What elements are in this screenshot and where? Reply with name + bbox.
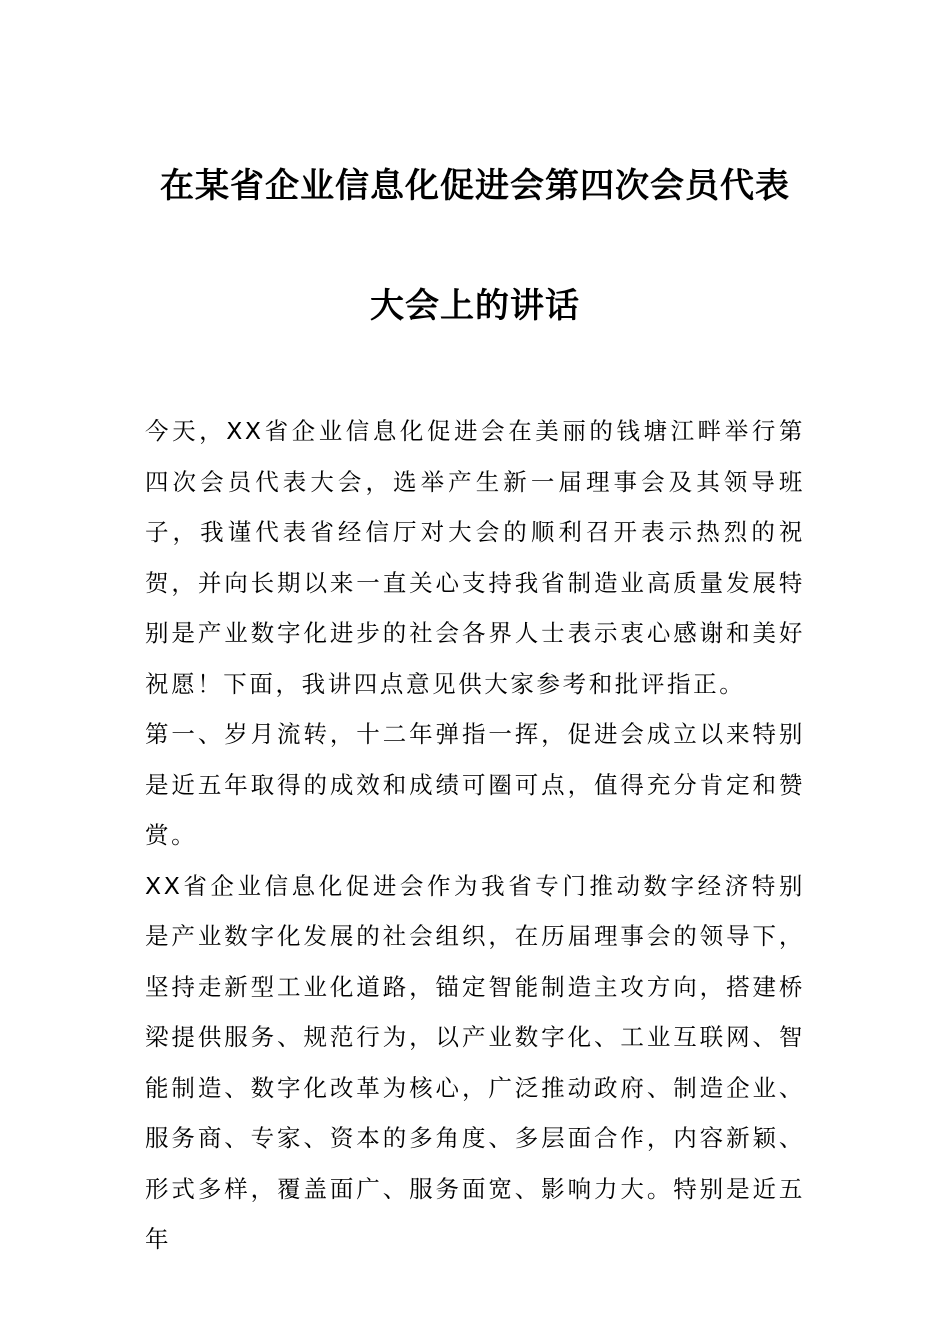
- paragraph-opening: 今天，XX省企业信息化促进会在美丽的钱塘江畔举行第四次会员代表大会，选举产生新一届理事会及其领导班子，我谨代表省经信厅对大会的顺利召开表示热烈的祝贺，并向长期以来一直关心支持我省制造业高质量发展特别是产业数字化进步的社会各界人士表示衷心感谢和美好祝愿！下面，我讲四点意见供大家参考和批评指正。: [145, 417, 805, 698]
- document-title-line-2: 大会上的讲话: [370, 286, 580, 326]
- document-body: [145, 406, 805, 1265]
- document-title-line-1: 在某省企业信息化促进会第四次会员代表: [160, 166, 790, 206]
- paragraph-point-one-heading: 第一、岁月流转，十二年弹指一挥，促进会成立以来特别是近五年取得的成效和成绩可圈可点，值得充分肯定和赞赏。: [145, 720, 805, 849]
- paragraph-association-description: XX省企业信息化促进会作为我省专门推动数字经济特别是产业数字化发展的社会组织，在历届理事会的领导下，坚持走新型工业化道路，锚定智能制造主攻方向，搭建桥梁提供服务、规范行为，以产业数字化、工业互联网、智能制造、数字化改革为核心，广泛推动政府、制造企业、服务商、专家、资本的多角度、多层面合作，内容新颖、形式多样，覆盖面广、服务面宽、影响力大。特别是近五年: [145, 871, 805, 1253]
